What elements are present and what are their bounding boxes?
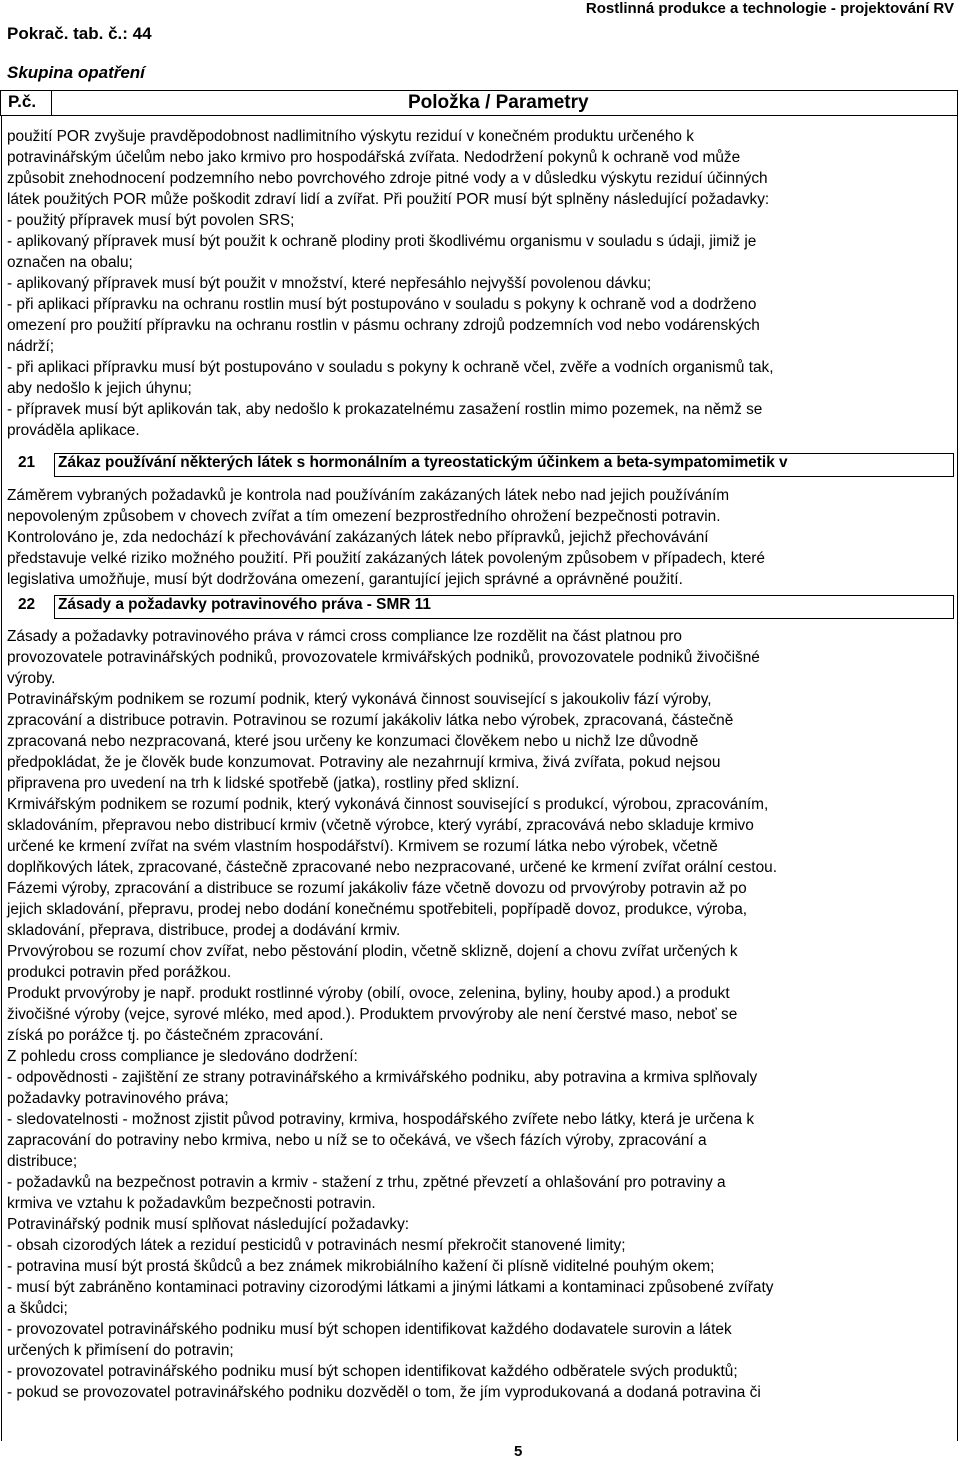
page-number: 5: [514, 1443, 523, 1460]
text-line: výroby.: [7, 670, 56, 687]
text-line: zpracovaná nebo nezpracovaná, které jsou určeny ke konzumaci člověkem nebo u nichž lze důvodně: [7, 733, 699, 750]
text-line: omezení pro použití přípravku na ochranu rostlin v pásmu ochrany zdrojů podzemních vod nebo vodárenských: [7, 317, 760, 334]
text-line: potravinářským účelům nebo jako krmivo pro hospodářská zvířata. Nedodržení pokynů k ochraně vod může: [7, 149, 741, 166]
text-line: označen na obalu;: [7, 254, 133, 271]
text-line: - obsah cizorodých látek a reziduí pesticidů v potravinách nesmí překročit stanovené limity;: [7, 1237, 626, 1254]
text-line: předpokládat, že je člověk bude konzumovat. Potraviny ale nezahrnují krmiva, živá zvířata, pokud nejsou: [7, 754, 721, 771]
text-line: prováděla aplikace.: [7, 422, 140, 439]
text-line: představuje velké riziko možného použití. Při použití zakázaných látek povoleným způsobem v případech, které: [7, 550, 765, 567]
text-line: - potravina musí být prostá škůdců a bez známek mikrobiálního kažení či plísně viditelné pouhým okem;: [7, 1258, 715, 1275]
text-block-por: [7, 126, 955, 441]
text-line: - provozovatel potravinářského podniku musí být schopen identifikovat každého dodavatele surovin a látek: [7, 1321, 732, 1338]
text-line: skladováním, přepravou nebo distribucí krmiv (včetně výrobce, který vyrábí, zpracovává nebo skladuje krmivo: [7, 817, 754, 834]
section-22-heading: [8, 595, 954, 619]
text-line: Potravinářským podnikem se rozumí podnik, který vykonává činnost související s jakoukoliv fází výroby,: [7, 691, 712, 708]
column-divider: [51, 91, 52, 115]
text-line: Prvovýrobou se rozumí chov zvířat, nebo pěstování plodin, včetně sklizně, dojení a chovu zvířat určených k: [7, 943, 738, 960]
column-header-pc: P.č.: [8, 92, 37, 111]
document-header-title: Rostlinná produkce a technologie - projektování RV: [585, 0, 954, 17]
text-line: požadavky potravinového práva;: [7, 1090, 229, 1107]
text-line: určené ke krmení zvířat na svém vlastním hospodářství). Krmivem se rozumí látka nebo výrobek, včetně: [7, 838, 718, 855]
text-block-food-law: [7, 626, 955, 1403]
section-title: Zákaz používání některých látek s hormonálním a tyreostatickým účinkem a beta-sympatomimetik v: [58, 454, 788, 471]
text-line: získá po porážce tj. po částečném zpracování.: [7, 1027, 324, 1044]
text-line: - odpovědnosti - zajištění ze strany potravinářského a krmivářského podniku, aby potravina a krmiva splňovaly: [7, 1069, 758, 1086]
text-line: živočišné výroby (vejce, syrové mléko, med apod.). Produktem prvovýroby ale není čerstvé maso, neboť se: [7, 1006, 738, 1023]
text-line: legislativa umožňuje, musí být dodržována omezení, garantující jejich správné a oprávněné použití.: [7, 571, 683, 588]
text-line: - pokud se provozovatel potravinářského podniku dozvěděl o tom, že jím vyprodukovaná a dodaná potravina či: [7, 1384, 761, 1401]
text-line: připravena pro uvedení na trh k lidské spotřebě (jatka), rostliny před sklizní.: [7, 775, 520, 792]
text-line: Zásady a požadavky potravinového práva v rámci cross compliance lze rozdělit na část platnou pro: [7, 628, 682, 645]
text-line: - provozovatel potravinářského podniku musí být schopen identifikovat každého odběratele svých produktů;: [7, 1363, 738, 1380]
text-line: - musí být zabráněno kontaminaci potraviny cizorodými látkami a jinými látkami a kontaminaci způsobené zvířaty: [7, 1279, 774, 1296]
text-line: zpracování a distribuce potravin. Potravinou se rozumí jakákoliv látka nebo výrobek, zpracovaná, částečně: [7, 712, 734, 729]
table-column-header: [0, 90, 958, 116]
table-continuation-label: Pokrač. tab. č.: 44: [7, 24, 152, 43]
text-line: Z pohledu cross compliance je sledováno dodržení:: [7, 1048, 358, 1065]
section-21-heading: [8, 453, 954, 477]
text-line: - požadavků na bezpečnost potravin a krmiv - stažení z trhu, zpětné převzetí a ohlašování pro potraviny a: [7, 1174, 726, 1191]
text-line: Krmivářským podnikem se rozumí podnik, který vykonává činnost související s produkcí, výrobou, zpracováním,: [7, 796, 769, 813]
group-label: Skupina opatření: [7, 63, 145, 82]
text-line: určených k přimísení do potravin;: [7, 1342, 234, 1359]
section-number: 22: [18, 596, 36, 613]
text-line: Fázemi výroby, zpracování a distribuce se rozumí jakákoliv fáze včetně dovozu od prvovýroby potravin až po: [7, 880, 747, 897]
text-line: doplňkových látek, zpracované, částečně zpracované nebo nezpracované, určené ke krmení zvířat orální cestou.: [7, 859, 777, 876]
text-line: - použitý přípravek musí být povolen SRS;: [7, 212, 295, 229]
text-line: zapracování do potraviny nebo krmiva, nebo u níž se to očekává, ve všech fázích výroby, zpracování a: [7, 1132, 707, 1149]
text-line: aby nedošlo k jejich úhynu;: [7, 380, 192, 397]
text-line: použití POR zvyšuje pravděpodobnost nadlimitního výskytu reziduí v konečném produktu určeného k: [7, 128, 694, 145]
text-line: produkci potravin před porážkou.: [7, 964, 232, 981]
text-line: - při aplikaci přípravku na ochranu rostlin musí být postupováno v souladu s pokyny k ochraně vod a dodrženo: [7, 296, 757, 313]
section-number: 21: [18, 454, 36, 471]
text-line: - aplikovaný přípravek musí být použit k ochraně plodiny proti škodlivému organismu v souladu s údaji, jimiž je: [7, 233, 757, 250]
text-line: způsobit znehodnocení podzemního nebo povrchového zdroje pitné vody a v důsledku výskytu reziduí účinných: [7, 170, 768, 187]
text-line: látek použitých POR může poškodit zdraví lidí a zvířat. Při použití POR musí být splněny následující požadavky:: [7, 191, 770, 208]
text-line: distribuce;: [7, 1153, 78, 1170]
text-line: Záměrem vybraných požadavků je kontrola nad používáním zakázaných látek nebo nad jejich používáním: [7, 487, 730, 504]
text-line: skladování, přeprava, distribuce, prodej a dodávání krmiv.: [7, 922, 401, 939]
text-line: nepovoleným způsobem v chovech zvířat a tím omezení bezprostředního ohrožení bezpečnosti potravin.: [7, 508, 721, 525]
text-line: nádrží;: [7, 338, 55, 355]
text-block-hormones: [7, 485, 955, 590]
text-line: Kontrolováno je, zda nedochází k přechovávání zakázaných látek nebo přípravků, jejichž přechovávání: [7, 529, 709, 546]
text-line: - přípravek musí být aplikován tak, aby nedošlo k prokazatelnému zasažení rostlin mimo pozemek, na němž se: [7, 401, 763, 418]
text-line: - sledovatelnosti - možnost zjistit původ potraviny, krmiva, hospodářského zvířete nebo látky, která je určena k: [7, 1111, 755, 1128]
column-header-polozka: Položka / Parametry: [408, 92, 589, 113]
text-line: - aplikovaný přípravek musí být použit v množství, které nepřesáhlo nejvyšší povolenou dávku;: [7, 275, 652, 292]
text-line: provozovatele potravinářských podniků, provozovatele krmivářských podniků, provozovatele podniků živočišné: [7, 649, 760, 666]
text-line: krmiva ve vztahu k požadavkům bezpečnosti potravin.: [7, 1195, 376, 1212]
text-line: Potravinářský podnik musí splňovat následující požadavky:: [7, 1216, 410, 1233]
text-line: a škůdci;: [7, 1300, 68, 1317]
text-line: - při aplikaci přípravku musí být postupováno v souladu s pokyny k ochraně včel, zvěře a vodních organismů tak,: [7, 359, 774, 376]
text-line: Produkt prvovýroby je např. produkt rostlinné výroby (obilí, ovoce, zelenina, byliny, houby apod.) a produkt: [7, 985, 730, 1002]
section-title: Zásady a požadavky potravinového práva - SMR 11: [58, 596, 431, 613]
text-line: jejich skladování, přepravu, prodej nebo dodání konečnému spotřebiteli, popřípadě dovoz, produkce, výroba,: [7, 901, 748, 918]
